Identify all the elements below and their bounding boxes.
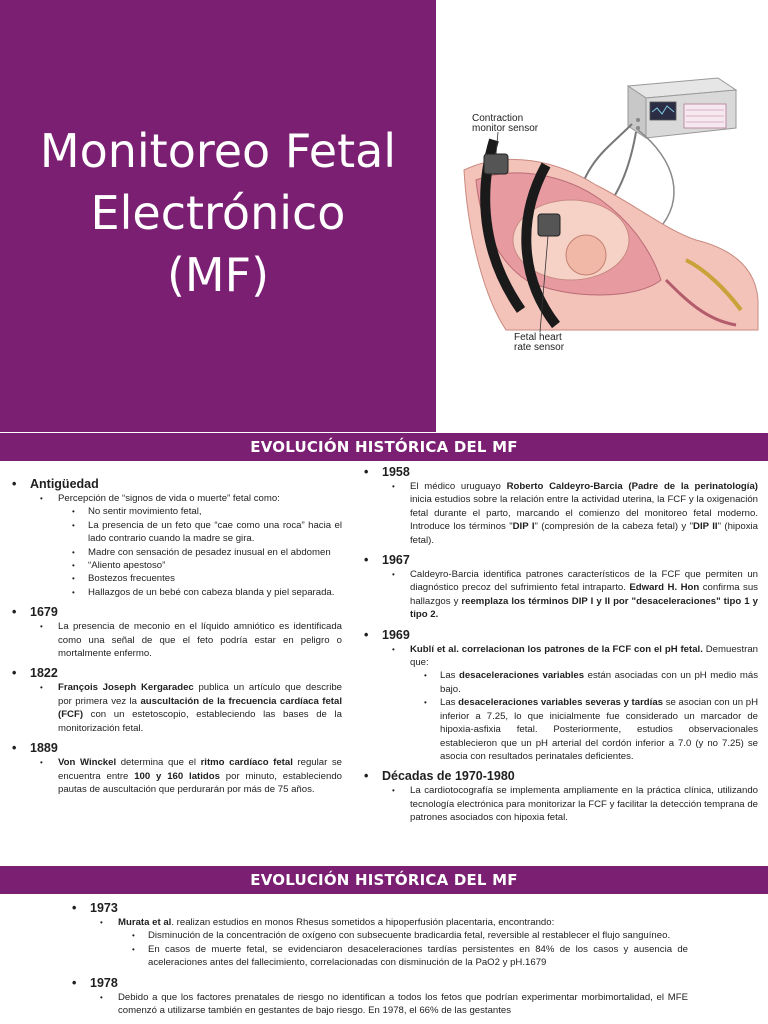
list-item (362, 643, 758, 670)
sub-list-item: • Hallazgos de un bebé con cabeza blanda y piel separada. (10, 586, 342, 599)
section-heading: EVOLUCIÓN HISTÓRICA DEL MF (0, 433, 768, 461)
year-heading: • 1969 (362, 627, 758, 643)
list-item (70, 916, 688, 929)
sub-list-item: • No sentir movimiento fetal, (10, 505, 342, 518)
year-heading: • 1958 (362, 464, 758, 480)
year-heading: • 1679 (10, 604, 342, 620)
year-heading: • 1973 (70, 900, 688, 916)
title-line: Electrónico (90, 186, 346, 240)
key-term: desaceleraciones variables (458, 670, 585, 682)
year-heading: • 1822 (10, 665, 342, 681)
text-run: publica un artículo que describe por primera vez la (58, 682, 342, 707)
year-heading: • 1889 (10, 740, 342, 756)
sub-list-item: • La presencia de un feto que “cae como una roca” hacia el lado contrario cuando la madre se gira. (10, 519, 342, 546)
list-item: • Debido a que los factores prenatales de riesgo no identifican a todos los fetos que podrían experimentar morbimortalidad, el MFE comenzó a utilizarse también en gestantes de bajo riesgo. En 1978, el 66% de las gestantes (70, 991, 688, 1018)
person-name: Murata et al (118, 917, 172, 928)
sub-list-item: • Madre con sensación de pesadez inusual en el abdomen (10, 546, 342, 559)
key-term: ritmo cardíaco fetal (200, 757, 293, 769)
text-run: Las (440, 670, 459, 682)
list-item (10, 756, 342, 796)
text-run: confirma sus hallazgos y (410, 582, 758, 607)
text-run: con un estetoscopio, estableciendo las bases de la monitorización fetal. (58, 709, 342, 734)
list-item (362, 480, 758, 547)
year-heading: • 1967 (362, 552, 758, 568)
text-run: . realizan estudios en monos Rhesus sometidos a hipoperfusión placentaria, encontrando: (171, 917, 555, 928)
key-term: DIP I (512, 521, 535, 533)
text-run: están asociadas con un pH medio más bajo. (440, 670, 758, 695)
page-title (0, 120, 436, 306)
key-term: Kublí et al. correlacionan los patrones de la FCF con el pH fetal. (410, 643, 703, 655)
timeline-right-column (362, 462, 758, 825)
title-line: Monitoreo Fetal (39, 124, 397, 178)
year-heading: • 1978 (70, 975, 688, 991)
text-run: El médico uruguayo (410, 481, 507, 492)
list-item: • La presencia de meconio en el líquido amniótico es identificada como una señal de que el feto podría estar en peligro o mortalmente enfermo. (10, 620, 342, 660)
sub-list-item (362, 696, 758, 763)
label-fhr-sensor-line2: rate sensor (514, 342, 565, 353)
title-panel (0, 0, 436, 432)
list-item: • Percepción de “signos de vida o muerte” fetal como: (10, 492, 342, 505)
key-term: reemplaza los términos DIP I y II por "desaceleraciones" tipo 1 y tipo 2. (410, 595, 758, 621)
section-heading: EVOLUCIÓN HISTÓRICA DEL MF (0, 866, 768, 894)
label-contraction-sensor-line1: Contraction (472, 113, 524, 124)
sub-list-item (362, 669, 758, 696)
person-name: Von Winckel (58, 757, 117, 769)
sub-list-item: • En casos de muerte fetal, se evidenciaron desaceleraciones tardías persistentes en 84% de los casos y ausencia de aceleraciones antes del fallecimiento, correlacionadas con disminución de la PaO2 y pH.1679 (70, 943, 688, 970)
monitor-device (628, 78, 736, 138)
year-heading: • Antigüedad (10, 476, 342, 492)
person-name: Edward H. Hon (629, 582, 700, 594)
key-term: Roberto Caldeyro-Barcia (Padre de la perinatología) (506, 481, 758, 492)
text-run: Demuestran que: (410, 643, 759, 669)
label-contraction-sensor-line2: monitor sensor (472, 123, 539, 134)
text-run: por minuto, estableciendo pautas de auscultación que perdurarán por más de 75 años. (58, 770, 342, 795)
text-run: inicia estudios sobre la relación entre la actividad uterina, la FCF y la oxigenación fetal durante el parto, marcando el comienzo del monitoreo fetal moderno. Introduce los términos " (410, 494, 758, 533)
key-term: DIP II (693, 521, 718, 533)
sub-list-item: • Bostezos frecuentes (10, 572, 342, 585)
text-run: determina que el (116, 757, 201, 769)
list-item (362, 568, 758, 622)
key-term: desaceleraciones variables severas y tardías (458, 697, 664, 709)
sub-list-item: • Disminución de la concentración de oxígeno con subsecuente bradicardia fetal, reversible al restablecer el flujo sanguíneo. (70, 929, 688, 942)
label-fhr-sensor-line1: Fetal heart (514, 332, 562, 343)
timeline-left-column (10, 474, 342, 796)
key-term: auscultación de la frecuencia cardíaca fetal (FCF) (58, 695, 342, 721)
text-run: se asocian con un pH inferior a 7.25, lo que inicialmente fue considerado un marcador de hipoxia-asfixia fetal. Posteriormente, estudios observacionales establecieron que un pH arterial del cordón inferior a 7.0 (y no 7.25) se asocia con resultados perinatales deficientes. (440, 697, 759, 762)
illustration-panel (436, 0, 768, 432)
text-run: " (hipoxia fetal). (410, 521, 758, 546)
year-heading: • Décadas de 1970-1980 (362, 768, 758, 784)
text-run: Las (440, 697, 459, 709)
text-run: Caldeyro-Barcia identifica patrones característicos de la FCF que permiten un diagnóstico precoz del sufrimiento fetal intraparto. (410, 569, 758, 594)
person-name: François Joseph Kergaradec (58, 682, 194, 694)
key-term: 100 y 160 latidos (134, 770, 220, 782)
list-item: • La cardiotocografía se implementa ampliamente en la práctica clínica, utilizando tecnología electrónica para monitorizar la FCF y facilitar la detección temprana de patrones asociados con hipoxia fetal. (362, 784, 758, 824)
list-item (10, 681, 342, 735)
text-run: regular se encuentra entre (58, 757, 343, 782)
sub-list-item: • “Aliento apestoso” (10, 559, 342, 572)
abdomen-cross-section (464, 159, 758, 330)
title-line: (MF) (166, 248, 270, 302)
timeline-section-2 (70, 898, 688, 1017)
text-run: " (compresión de la cabeza fetal) y " (534, 521, 694, 533)
fetal-monitor-illustration (436, 0, 768, 432)
